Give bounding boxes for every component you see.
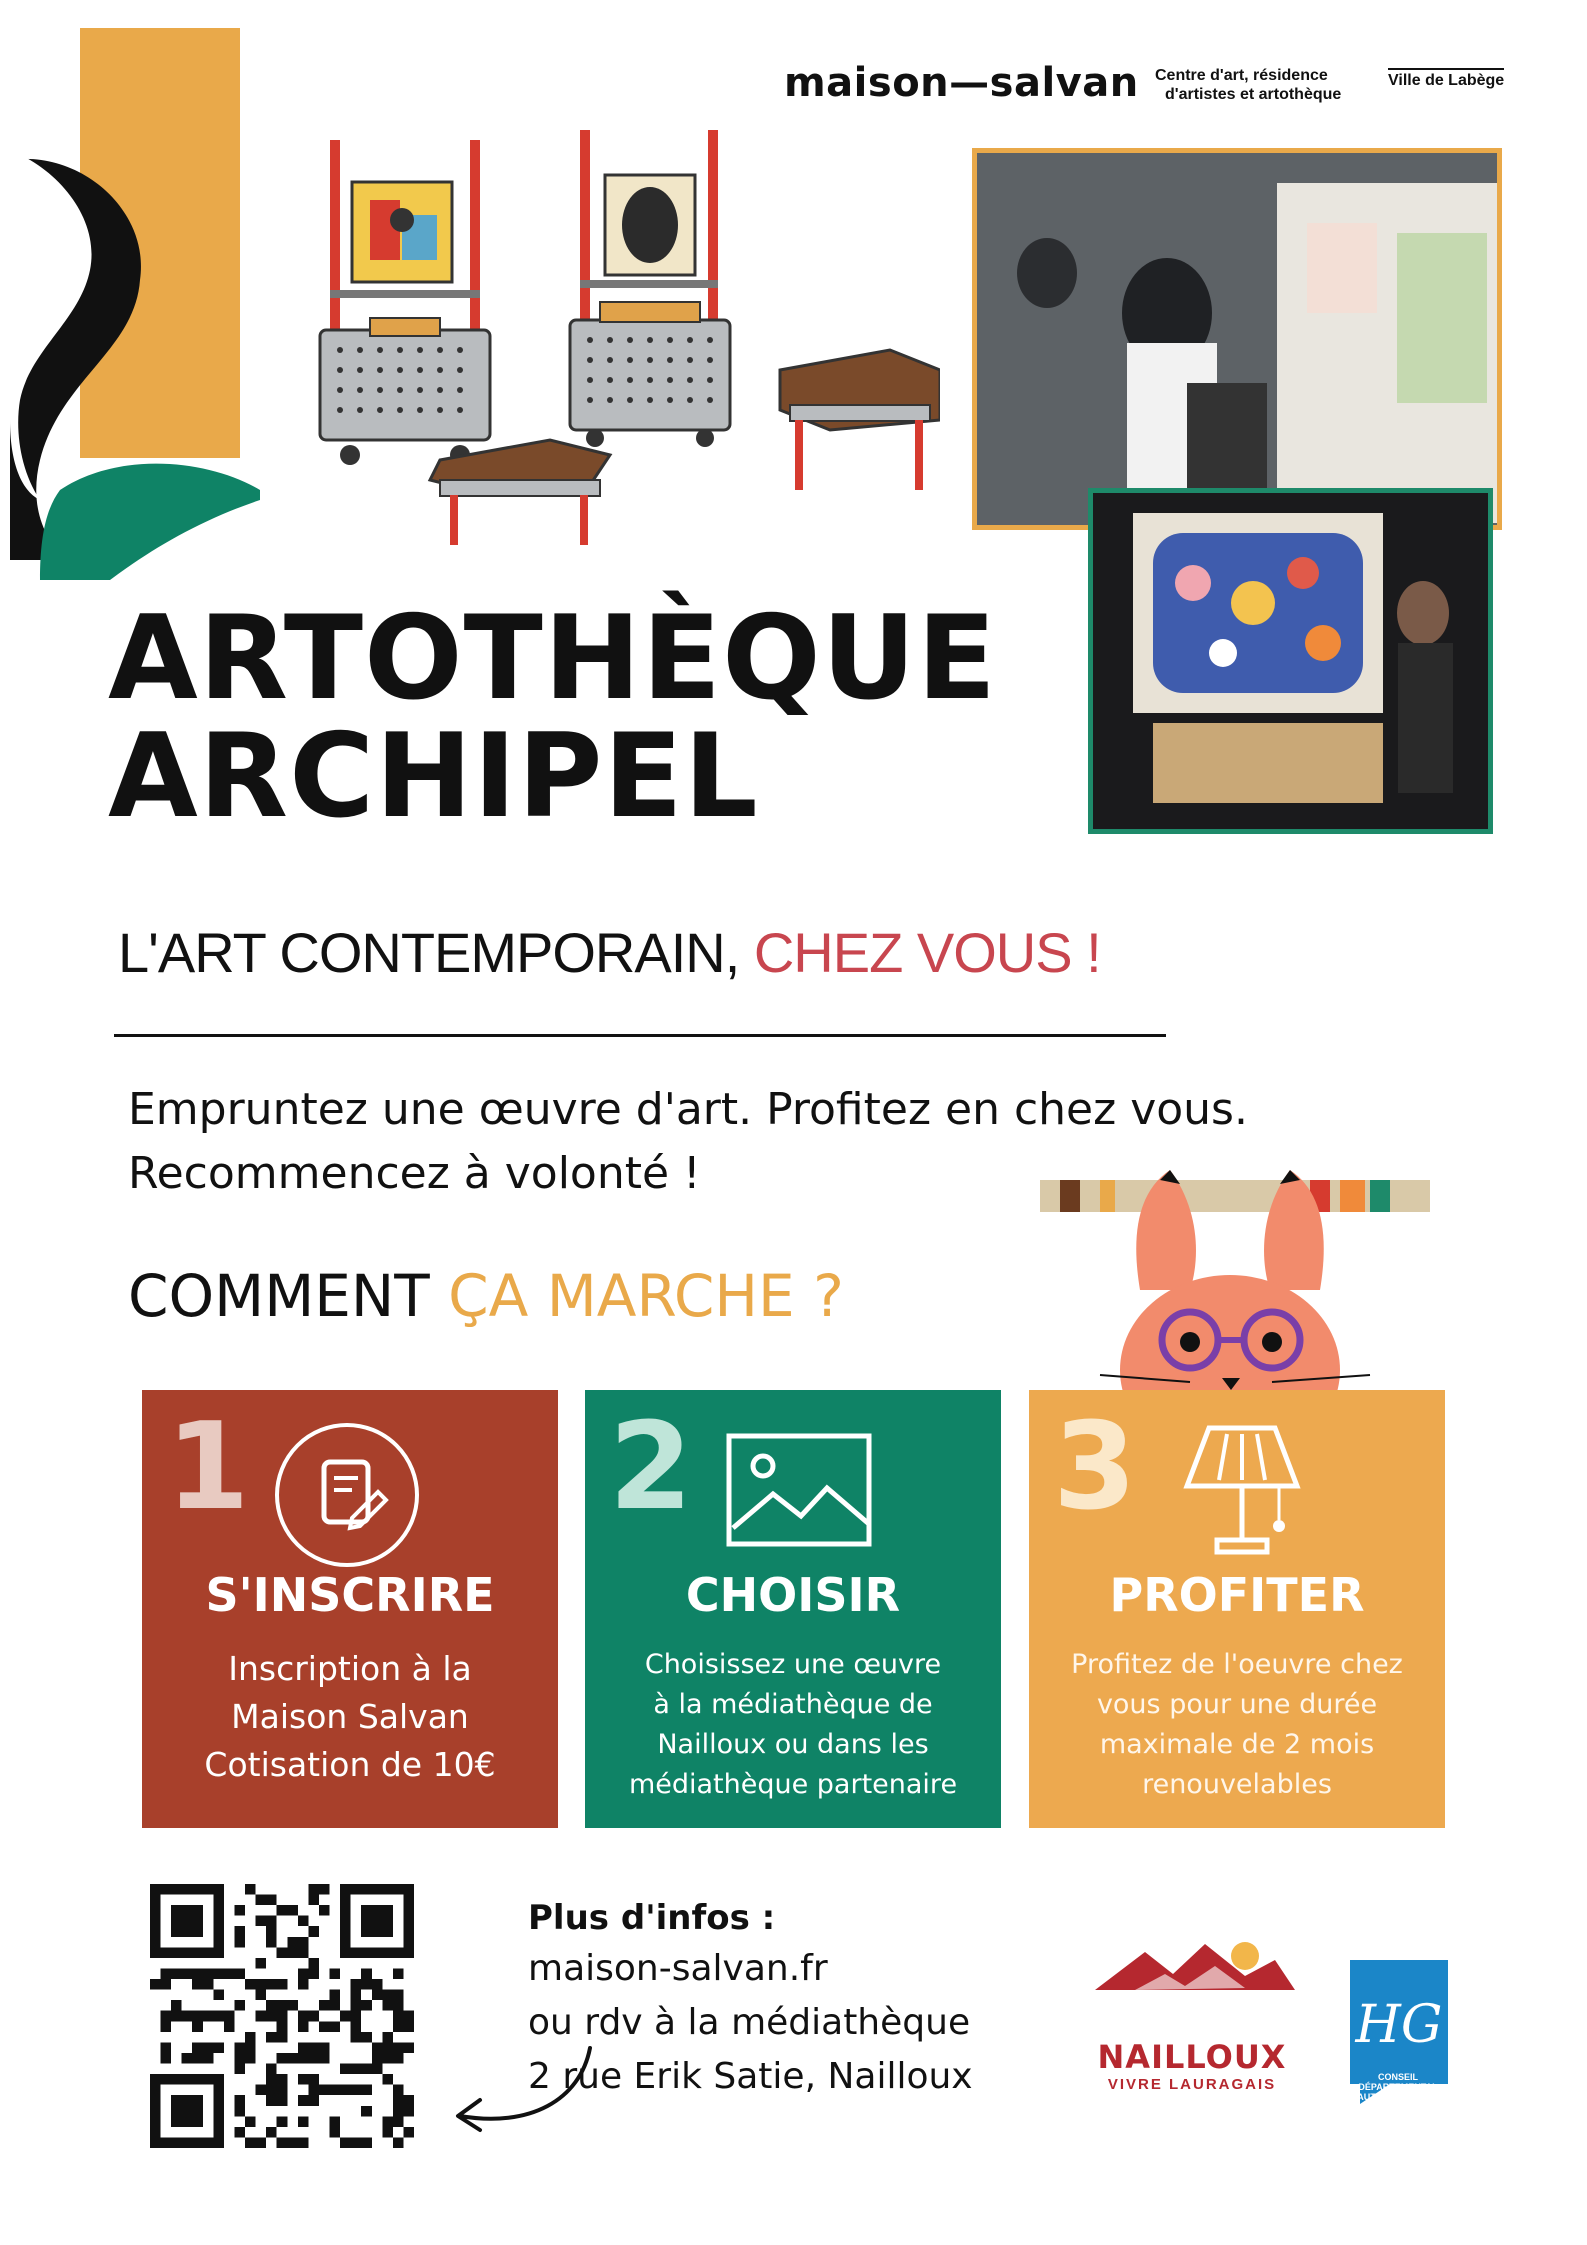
title-line-1: ARTOTHÈQUE	[108, 591, 998, 726]
exhibition-photo-2-art	[1093, 493, 1488, 829]
logo-tagline-line2: d'artistes et artothèque	[1165, 86, 1342, 103]
step-card-enjoy	[1029, 1390, 1445, 1828]
qr-code[interactable]	[150, 1884, 414, 2148]
hg-monogram: HG	[1355, 1995, 1443, 2055]
step-line: Choisissez une œuvre	[644, 1649, 942, 1680]
step-line: maximale de 2 mois	[1099, 1729, 1375, 1760]
page-title	[108, 591, 998, 844]
art-cart-2	[570, 130, 730, 447]
rabbit-mascot-illustration	[1040, 1170, 1440, 1400]
subtitle-accent: CHEZ VOUS !	[753, 921, 1101, 984]
hg-line-2: HAUTE-GARONNE.FR	[1350, 2092, 1446, 2102]
art-carts-illustration	[290, 120, 940, 560]
rdv-text: ou rdv à la médiathèque	[528, 2002, 971, 2043]
intro-line-1: Empruntez une œuvre d'art. Profitez en chez vous.	[128, 1084, 1248, 1135]
step-line: vous pour une durée	[1096, 1689, 1378, 1720]
nailloux-logo	[1092, 1960, 1292, 2093]
intro-line-2: Recommencez à volonté !	[128, 1148, 701, 1199]
website-link[interactable]: maison-salvan.fr	[528, 1948, 828, 1989]
maison-salvan-logo: maison—salvan	[784, 60, 1139, 106]
step-title: CHOISIR	[685, 1568, 901, 1622]
subtitle	[118, 920, 1101, 985]
title-line-2: ARCHIPEL	[108, 709, 759, 844]
divider	[114, 1034, 1166, 1037]
step-description	[162, 1645, 538, 1789]
step-number: 3	[1053, 1398, 1137, 1537]
step-description	[1049, 1645, 1425, 1805]
image-icon	[725, 1432, 875, 1550]
step-line: médiathèque partenaire	[628, 1769, 958, 1800]
nailloux-name: NAILLOUX	[1097, 2038, 1287, 2076]
how-accent: ÇA MARCHE ?	[448, 1262, 844, 1330]
step-number: 2	[609, 1398, 693, 1537]
step-line: renouvelables	[1142, 1769, 1332, 1800]
step-line: à la médiathèque de	[653, 1689, 933, 1720]
logo-tagline	[1155, 66, 1341, 104]
subtitle-main: L'ART CONTEMPORAIN,	[118, 921, 754, 984]
exhibition-photo-2	[1088, 488, 1493, 834]
step-title: S'INSCRIRE	[205, 1568, 495, 1622]
hg-line-1: CONSEIL DÉPARTEMENTAL	[1358, 2072, 1438, 2092]
address-text: 2 rue Erik Satie, Nailloux	[528, 2056, 973, 2097]
labege-city-logo: Ville de Labège	[1388, 68, 1504, 90]
step-line: Cotisation de 10€	[204, 1745, 496, 1784]
step-line: Inscription à la	[228, 1649, 472, 1688]
step-description	[605, 1645, 981, 1805]
form-edit-icon	[272, 1420, 422, 1570]
step-card-choose	[585, 1390, 1001, 1828]
step-line: Profitez de l'oeuvre chez	[1071, 1649, 1403, 1680]
step-number: 1	[166, 1398, 250, 1537]
lamp-icon	[1179, 1420, 1309, 1560]
how-it-works-heading	[128, 1262, 844, 1330]
art-cart-1	[320, 140, 490, 465]
logo-tagline-line1: Centre d'art, résidence	[1155, 67, 1328, 84]
haute-garonne-text	[1346, 2072, 1450, 2102]
step-line: Maison Salvan	[231, 1697, 469, 1736]
step-card-register	[142, 1390, 558, 1828]
nailloux-tagline: VIVRE LAURAGAIS	[1107, 2076, 1277, 2093]
exhibition-photo-1-art	[977, 153, 1497, 525]
how-main: COMMENT	[128, 1262, 449, 1330]
more-info-label: Plus d'infos :	[528, 1898, 776, 1938]
step-line: Nailloux ou dans les	[657, 1729, 929, 1760]
step-title: PROFITER	[1109, 1568, 1365, 1622]
exhibition-photo-1	[972, 148, 1502, 530]
abstract-decoration	[0, 20, 270, 580]
